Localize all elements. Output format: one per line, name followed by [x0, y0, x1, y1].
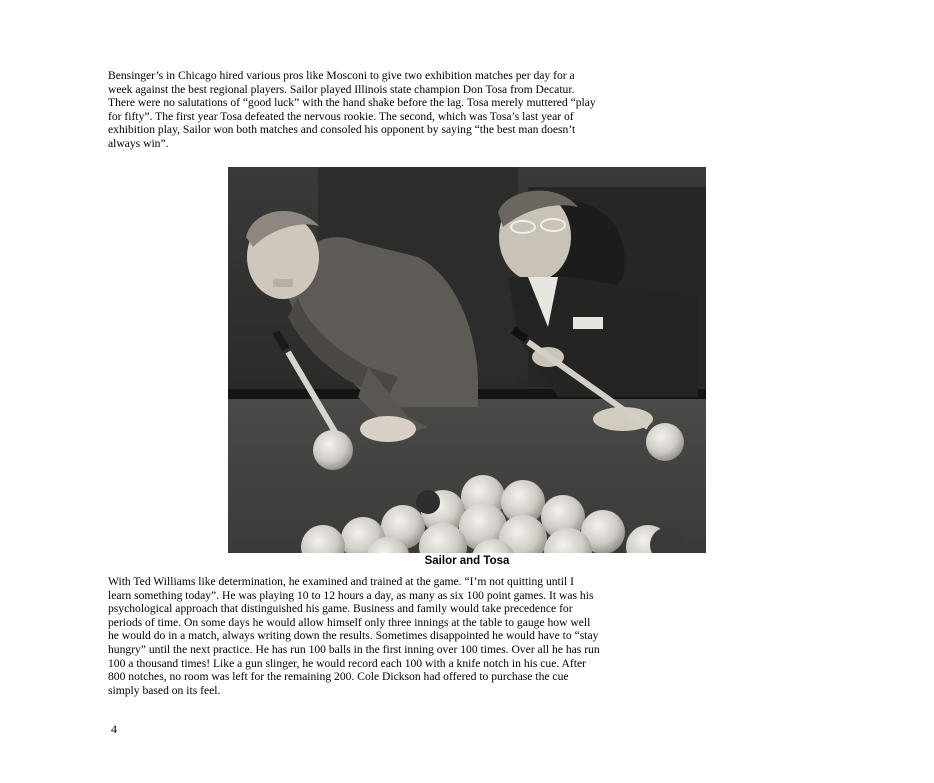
text-line: always win”.: [108, 136, 169, 150]
text-line: for fifty”. The first year Tosa defeated the nervous rookie. The second, which was Tosa’s last year of: [108, 109, 574, 123]
text-line: exhibition play, Sailor won both matches and consoled his opponent by saying “the best man doesn’t: [108, 123, 576, 137]
page-number: 4: [111, 722, 117, 736]
text-line: periods of time. On some days he would allow himself only three innings at the table to gauge how well: [108, 615, 591, 629]
text-line: he would do in a match, always writing down the results. Sometimes disappointed he would have to “stay: [108, 629, 599, 643]
text-line: week against the best regional players. Sailor played Illinois state champion Don Tosa from Decatur.: [108, 82, 575, 96]
text-line: psychological approach that distinguished his game. Business and family would take precedence for: [108, 602, 573, 616]
text-line: 100 a thousand times! Like a gun slinger, he would record each 100 with a knife notch in his cue. After: [108, 656, 586, 670]
text-line: There were no salutations of “good luck” with the hand shake before the lag. Tosa merely muttered “play: [108, 96, 596, 110]
text-line: Bensinger’s in Chicago hired various pros like Mosconi to give two exhibition matches per day for a: [108, 69, 575, 82]
paragraph-training: [108, 575, 828, 697]
text-line: hungry” until the next practice. He has run 100 balls in the first inning over 100 times. Over all he has run: [108, 642, 600, 656]
billiards-photo: [228, 167, 706, 553]
paragraph-intro: [108, 69, 828, 151]
photo-caption: Sailor and Tosa: [424, 555, 510, 567]
text-line: simply based on its feel.: [108, 683, 221, 697]
text-line: 800 notches, no room was left for the remaining 200. Cole Dickson had offered to purchase the cue: [108, 670, 569, 684]
text-line: learn something today”. He was playing 10 to 12 hours a day, as many as six 100 point games. It was his: [108, 588, 594, 602]
text-line: With Ted Williams like determination, he examined and trained at the game. “I’m not quitting until I: [108, 575, 574, 588]
